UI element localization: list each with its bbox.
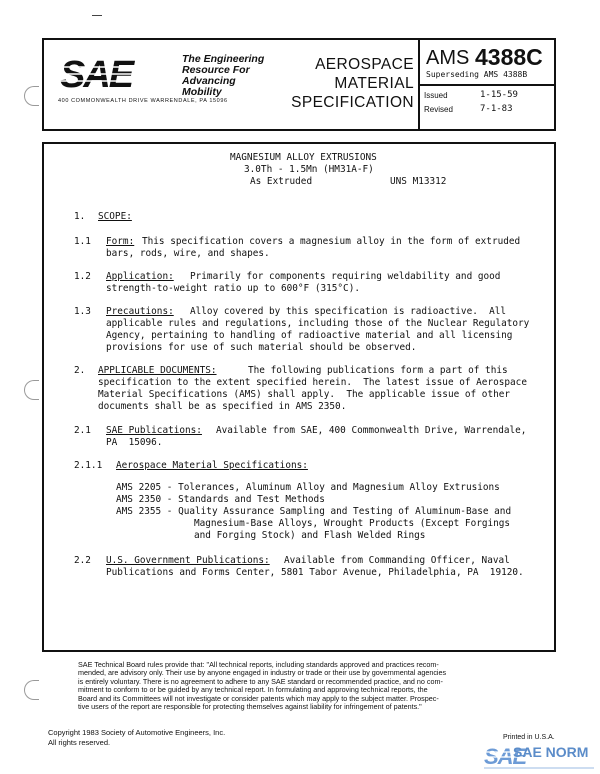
spec-title — [278, 40, 418, 129]
text-line: Alloy covered by this specification is radioactive. All — [190, 306, 507, 317]
section-number: 1.3 — [74, 306, 91, 317]
section-number: 2.1 — [74, 425, 91, 436]
uns-number: UNS M13312 — [390, 176, 447, 187]
text-line: Agency, pertaining to handling of radioactive material and all licensing — [106, 330, 513, 341]
text-line: This specification covers a magnesium alloy in the form of extruded — [142, 236, 521, 247]
text-line: The following publications form a part of this — [248, 365, 508, 376]
note-line: mended, are advisory only. Their use by anyone engaged in industry or trade or their use by governmental agencies — [78, 668, 447, 678]
section-heading: Form: — [106, 236, 135, 247]
note-line: Board and its Committees will not investigate or consider patents which may apply to the subject matter. Prospec- — [78, 693, 439, 703]
issued-label: Issued — [424, 91, 448, 100]
section-number: 2. — [74, 365, 86, 376]
section-number: 2.1.1 — [74, 460, 103, 471]
section-heading: Application: — [106, 271, 174, 282]
org-tagline-line: The Engineering — [182, 53, 265, 65]
sae-logo-area — [44, 40, 278, 129]
section-number: 1.2 — [74, 271, 91, 282]
spec-title-line: SPECIFICATION — [291, 94, 414, 111]
svg-text:SAE: SAE — [60, 54, 133, 94]
ams-label: AMS — [426, 47, 470, 69]
text-line: Available from SAE, 400 Commonwealth Drive, Warrendale, — [216, 425, 527, 436]
binder-hole — [24, 380, 39, 400]
text-line: Material Specifications (AMS) shall apply. The applicable issue of other — [98, 389, 511, 400]
text-line: PA 15096. — [106, 437, 163, 448]
reference-line: and Forging Stock) and Flash Welded Rings — [194, 530, 426, 541]
section-heading: APPLICABLE DOCUMENTS: — [98, 365, 217, 376]
reference-line: AMS 2355 - Quality Assurance Sampling and Testing of Aluminum-Base and — [116, 506, 512, 517]
note-line: mitment to conform to or be guided by any technical report. In formulating and approving technical reports, the — [78, 685, 428, 695]
text-line: Primarily for components requiring weldability and good — [190, 271, 501, 282]
doc-condition: As Extruded — [250, 176, 313, 187]
section-heading: U.S. Government Publications: — [106, 555, 270, 566]
ams-info-box — [418, 40, 554, 129]
revised-date: 7-1-83 — [480, 104, 513, 114]
note-line: is entirely voluntary. There is no agreement to adhere to any SAE standard or recommended practice, and no com- — [78, 676, 443, 686]
copyright — [48, 728, 225, 748]
text-line: Available from Commanding Officer, Naval — [284, 555, 510, 566]
corner-mark — [92, 15, 102, 16]
section-number: 1.1 — [74, 236, 91, 247]
watermark-text: SAE NORM — [513, 744, 589, 760]
superseding-note: Superseding AMS 4388B — [426, 70, 528, 79]
reference-line: AMS 2205 - Tolerances, Aluminum Alloy and Magnesium Alloy Extrusions — [116, 482, 500, 493]
text-line: documents shall be as specified in AMS 2350. — [98, 401, 347, 412]
technical-board-note — [78, 661, 556, 711]
ams-designation — [420, 40, 554, 86]
ams-number: 4388C — [475, 44, 543, 70]
text-line: provisions for use of such material should be observed. — [106, 342, 417, 353]
copyright-line: Copyright 1983 Society of Automotive Engineers, Inc. — [48, 728, 226, 737]
copyright-line: All rights reserved. — [48, 738, 111, 747]
doc-title: MAGNESIUM ALLOY EXTRUSIONS — [230, 152, 377, 163]
binder-hole — [24, 680, 39, 700]
reference-line: Magnesium-Base Alloys, Wrought Products (Except Forgings — [194, 518, 511, 529]
doc-alloy: 3.0Th - 1.5Mn (HM31A-F) — [244, 164, 374, 175]
svg-text:SAE: SAE — [484, 744, 527, 769]
binder-hole — [24, 86, 39, 106]
text-line: strength-to-weight ratio up to 600°F (315°C). — [106, 283, 360, 294]
spec-title-line: MATERIAL — [334, 75, 414, 92]
header-box — [42, 38, 556, 131]
section-heading: Precautions: — [106, 306, 174, 317]
section-number: 2.2 — [74, 555, 91, 566]
sae-logo — [58, 54, 168, 94]
org-tagline-line: Advancing Mobility — [182, 75, 236, 98]
spec-title-line: AEROSPACE — [315, 56, 414, 73]
reference-line: AMS 2350 - Standards and Test Methods — [116, 494, 325, 505]
issued-date: 1-15-59 — [480, 90, 518, 100]
spec-body — [42, 142, 556, 652]
org-tagline-line: Resource For — [182, 64, 250, 76]
note-line: tive users of the report are responsible for protecting themselves against liability for infringement of patents." — [78, 702, 422, 712]
text-line: applicable rules and regulations, including those of the Nuclear Regulatory — [106, 318, 530, 329]
section-heading: Aerospace Material Specifications: — [116, 460, 308, 471]
note-line: SAE Technical Board rules provide that: "All technical reports, including standards approved and practices recom- — [78, 660, 439, 669]
text-line: specification to the extent specified herein. The latest issue of Aerospace — [98, 377, 527, 388]
text-line: Publications and Forms Center, 5801 Tabor Avenue, Philadelphia, PA 19120. — [106, 567, 524, 578]
section-number: 1. — [74, 211, 86, 222]
sae-address: 400 COMMONWEALTH DRIVE WARRENDALE, PA 15096 — [58, 98, 228, 104]
section-heading: SCOPE: — [98, 211, 132, 222]
section-heading: SAE Publications: — [106, 425, 202, 436]
text-line: bars, rods, wire, and shapes. — [106, 248, 270, 259]
printed-in: Printed in U.S.A. — [503, 734, 555, 741]
revised-label: Revised — [424, 105, 453, 114]
